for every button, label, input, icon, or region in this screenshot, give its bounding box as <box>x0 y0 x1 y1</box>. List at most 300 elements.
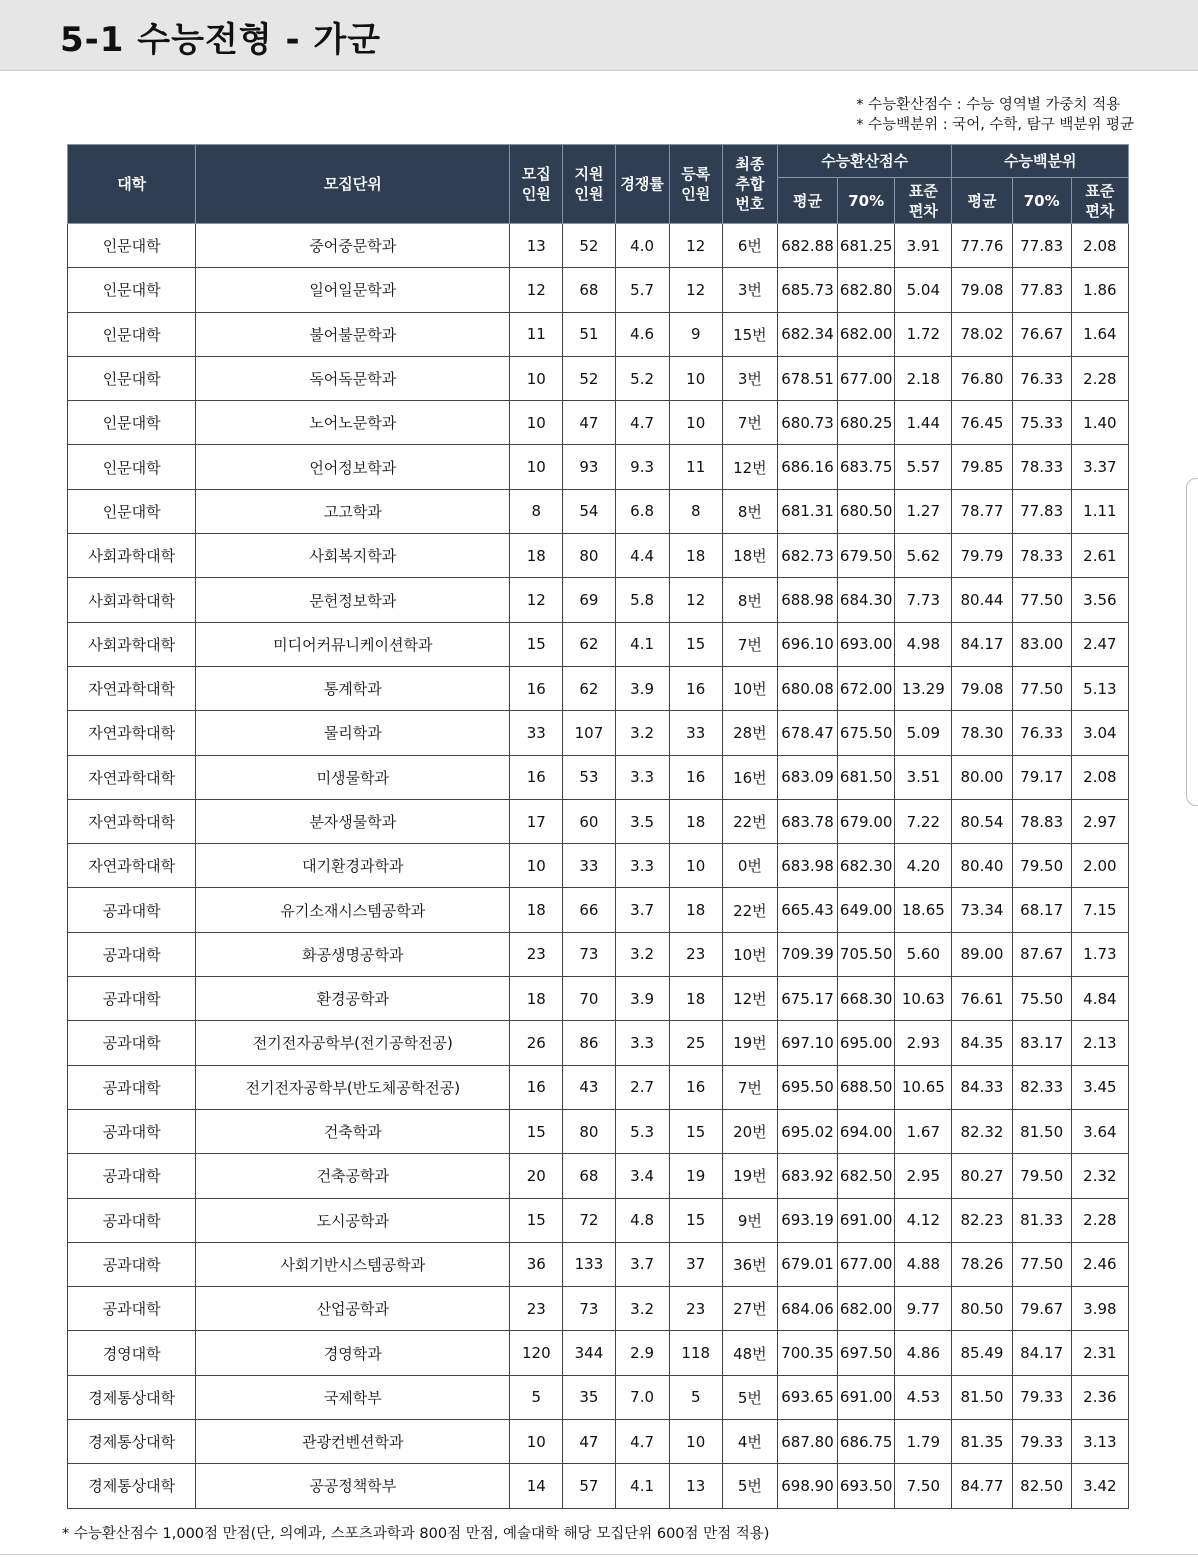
cell-univ: 공과대학 <box>68 1109 196 1153</box>
cell-conv-70: 682.30 <box>838 844 895 888</box>
cell-pct-sd: 2.46 <box>1071 1242 1128 1286</box>
cell-pct-sd: 2.32 <box>1071 1154 1128 1198</box>
cell-conv-sd: 1.44 <box>895 401 952 445</box>
cell-enroll: 18 <box>669 799 722 843</box>
cell-conv-avg: 675.17 <box>777 977 837 1021</box>
cell-ratio: 4.0 <box>615 224 669 268</box>
cell-enroll: 23 <box>669 1287 722 1331</box>
cell-recruit: 15 <box>510 1109 563 1153</box>
cell-conv-sd: 4.86 <box>895 1331 952 1375</box>
cell-pct-avg: 80.54 <box>952 799 1012 843</box>
cell-pct-70: 82.33 <box>1012 1065 1071 1109</box>
cell-ratio: 3.2 <box>615 1287 669 1331</box>
cell-conv-avg: 665.43 <box>777 888 837 932</box>
cell-enroll: 12 <box>669 224 722 268</box>
cell-conv-70: 686.75 <box>838 1420 895 1464</box>
cell-pct-70: 83.17 <box>1012 1021 1071 1065</box>
cell-pct-avg: 84.77 <box>952 1464 1012 1508</box>
cell-conv-sd: 2.18 <box>895 356 952 400</box>
cell-dept: 불어불문학과 <box>196 312 510 356</box>
cell-dept: 국제학부 <box>196 1375 510 1419</box>
cell-ratio: 4.7 <box>615 1420 669 1464</box>
cell-univ: 인문대학 <box>68 445 196 489</box>
header-row-top <box>68 145 1129 178</box>
cell-conv-avg: 700.35 <box>777 1331 837 1375</box>
cell-pct-70: 75.33 <box>1012 401 1071 445</box>
cell-pct-sd: 7.15 <box>1071 888 1128 932</box>
cell-enroll: 12 <box>669 268 722 312</box>
cell-ratio: 2.7 <box>615 1065 669 1109</box>
cell-pct-sd: 2.61 <box>1071 534 1128 578</box>
cell-final-no: 10번 <box>722 932 777 976</box>
cell-ratio: 4.1 <box>615 622 669 666</box>
table-row <box>68 1375 1129 1419</box>
cell-pct-sd: 2.47 <box>1071 622 1128 666</box>
table-row <box>68 666 1129 710</box>
cell-conv-avg: 683.92 <box>777 1154 837 1198</box>
cell-dept: 통계학과 <box>196 666 510 710</box>
table-row <box>68 445 1129 489</box>
cell-apply: 54 <box>563 489 615 533</box>
cell-recruit: 11 <box>510 312 563 356</box>
cell-dept: 대기환경과학과 <box>196 844 510 888</box>
cell-pct-70: 77.83 <box>1012 224 1071 268</box>
cell-conv-sd: 1.79 <box>895 1420 952 1464</box>
cell-recruit: 10 <box>510 1420 563 1464</box>
cell-conv-sd: 7.22 <box>895 799 952 843</box>
cell-pct-70: 76.67 <box>1012 312 1071 356</box>
table-row <box>68 622 1129 666</box>
cell-dept: 건축학과 <box>196 1109 510 1153</box>
cell-univ: 경제통상대학 <box>68 1375 196 1419</box>
cell-conv-sd: 3.51 <box>895 755 952 799</box>
cell-apply: 73 <box>563 932 615 976</box>
cell-conv-70: 683.75 <box>838 445 895 489</box>
cell-pct-70: 77.83 <box>1012 268 1071 312</box>
cell-pct-avg: 81.35 <box>952 1420 1012 1464</box>
table-row <box>68 1331 1129 1375</box>
cell-dept: 산업공학과 <box>196 1287 510 1331</box>
cell-enroll: 16 <box>669 755 722 799</box>
cell-recruit: 23 <box>510 932 563 976</box>
cell-pct-70: 79.33 <box>1012 1375 1071 1419</box>
cell-pct-70: 82.50 <box>1012 1464 1071 1508</box>
cell-conv-sd: 10.63 <box>895 977 952 1021</box>
cell-recruit: 18 <box>510 977 563 1021</box>
cell-conv-avg: 685.73 <box>777 268 837 312</box>
cell-univ: 인문대학 <box>68 268 196 312</box>
table-row <box>68 401 1129 445</box>
cell-dept: 문헌정보학과 <box>196 578 510 622</box>
table-row <box>68 755 1129 799</box>
cell-pct-70: 81.50 <box>1012 1109 1071 1153</box>
cell-conv-70: 679.00 <box>838 799 895 843</box>
cell-univ: 인문대학 <box>68 401 196 445</box>
cell-final-no: 19번 <box>722 1021 777 1065</box>
table-row <box>68 268 1129 312</box>
cell-dept: 건축공학과 <box>196 1154 510 1198</box>
admissions-table <box>67 144 1129 1509</box>
cell-conv-70: 679.50 <box>838 534 895 578</box>
cell-apply: 52 <box>563 356 615 400</box>
cell-univ: 인문대학 <box>68 224 196 268</box>
cell-univ: 인문대학 <box>68 356 196 400</box>
cell-pct-sd: 2.08 <box>1071 755 1128 799</box>
cell-ratio: 3.9 <box>615 977 669 1021</box>
cell-dept: 노어노문학과 <box>196 401 510 445</box>
cell-ratio: 5.7 <box>615 268 669 312</box>
cell-conv-avg: 693.65 <box>777 1375 837 1419</box>
table-row <box>68 534 1129 578</box>
cell-final-no: 48번 <box>722 1331 777 1375</box>
cell-final-no: 8번 <box>722 578 777 622</box>
table-row <box>68 578 1129 622</box>
cell-univ: 자연과학대학 <box>68 755 196 799</box>
cell-conv-avg: 679.01 <box>777 1242 837 1286</box>
cell-final-no: 7번 <box>722 401 777 445</box>
cell-final-no: 3번 <box>722 268 777 312</box>
cell-pct-70: 78.83 <box>1012 799 1071 843</box>
cell-ratio: 7.0 <box>615 1375 669 1419</box>
cell-conv-avg: 682.34 <box>777 312 837 356</box>
bottom-rule <box>0 1554 1198 1555</box>
cell-pct-70: 77.50 <box>1012 578 1071 622</box>
table-row <box>68 1464 1129 1508</box>
header-dept: 모집단위 <box>196 145 510 224</box>
cell-ratio: 3.3 <box>615 1021 669 1065</box>
cell-dept: 유기소재시스템공학과 <box>196 888 510 932</box>
cell-pct-70: 75.50 <box>1012 977 1071 1021</box>
cell-pct-70: 79.17 <box>1012 755 1071 799</box>
cell-pct-sd: 2.28 <box>1071 356 1128 400</box>
cell-recruit: 16 <box>510 1065 563 1109</box>
cell-conv-avg: 683.09 <box>777 755 837 799</box>
cell-conv-avg: 681.31 <box>777 489 837 533</box>
table-row <box>68 224 1129 268</box>
cell-final-no: 12번 <box>722 977 777 1021</box>
page-title: 5-1 수능전형 - 가군 <box>60 20 382 60</box>
cell-ratio: 4.8 <box>615 1198 669 1242</box>
cell-dept: 언어정보학과 <box>196 445 510 489</box>
cell-pct-70: 77.50 <box>1012 666 1071 710</box>
cell-conv-sd: 10.65 <box>895 1065 952 1109</box>
table-row <box>68 888 1129 932</box>
cell-univ: 공과대학 <box>68 977 196 1021</box>
cell-enroll: 37 <box>669 1242 722 1286</box>
note-line: * 수능백분위 : 국어, 수학, 탐구 백분위 평균 <box>856 117 1134 133</box>
cell-conv-70: 682.00 <box>838 1287 895 1331</box>
cell-pct-70: 79.33 <box>1012 1420 1071 1464</box>
cell-apply: 60 <box>563 799 615 843</box>
header-recruit: 모집 인원 <box>510 145 563 224</box>
cell-final-no: 12번 <box>722 445 777 489</box>
cell-univ: 공과대학 <box>68 932 196 976</box>
cell-pct-70: 77.83 <box>1012 489 1071 533</box>
cell-recruit: 12 <box>510 578 563 622</box>
cell-conv-sd: 1.67 <box>895 1109 952 1153</box>
cell-conv-sd: 7.73 <box>895 578 952 622</box>
cell-dept: 전기전자공학부(전기공학전공) <box>196 1021 510 1065</box>
cell-conv-sd: 18.65 <box>895 888 952 932</box>
cell-final-no: 6번 <box>722 224 777 268</box>
cell-ratio: 3.2 <box>615 932 669 976</box>
header-apply: 지원 인원 <box>563 145 615 224</box>
cell-pct-avg: 82.32 <box>952 1109 1012 1153</box>
cell-conv-70: 649.00 <box>838 888 895 932</box>
cell-recruit: 8 <box>510 489 563 533</box>
cell-enroll: 9 <box>669 312 722 356</box>
cell-final-no: 7번 <box>722 1065 777 1109</box>
cell-conv-avg: 695.02 <box>777 1109 837 1153</box>
cell-univ: 경제통상대학 <box>68 1420 196 1464</box>
cell-apply: 51 <box>563 312 615 356</box>
cell-univ: 자연과학대학 <box>68 666 196 710</box>
cell-enroll: 8 <box>669 489 722 533</box>
cell-conv-70: 694.00 <box>838 1109 895 1153</box>
cell-pct-70: 79.67 <box>1012 1287 1071 1331</box>
cell-pct-70: 78.33 <box>1012 445 1071 489</box>
cell-recruit: 18 <box>510 888 563 932</box>
cell-final-no: 7번 <box>722 622 777 666</box>
cell-conv-avg: 678.47 <box>777 711 837 755</box>
cell-conv-sd: 1.72 <box>895 312 952 356</box>
cell-conv-avg: 688.98 <box>777 578 837 622</box>
header-percentile-avg: 평균 <box>952 178 1012 224</box>
cell-enroll: 10 <box>669 401 722 445</box>
table-row <box>68 1021 1129 1065</box>
header-enroll: 등록 인원 <box>669 145 722 224</box>
cell-univ: 공과대학 <box>68 1065 196 1109</box>
cell-apply: 57 <box>563 1464 615 1508</box>
cell-pct-sd: 2.36 <box>1071 1375 1128 1419</box>
cell-enroll: 33 <box>669 711 722 755</box>
cell-ratio: 2.9 <box>615 1331 669 1375</box>
cell-apply: 72 <box>563 1198 615 1242</box>
cell-pct-avg: 84.33 <box>952 1065 1012 1109</box>
cell-apply: 52 <box>563 224 615 268</box>
table-row <box>68 711 1129 755</box>
cell-conv-sd: 4.12 <box>895 1198 952 1242</box>
cell-dept: 사회복지학과 <box>196 534 510 578</box>
cell-univ: 공과대학 <box>68 1021 196 1065</box>
cell-dept: 독어독문학과 <box>196 356 510 400</box>
cell-enroll: 16 <box>669 666 722 710</box>
cell-conv-avg: 687.80 <box>777 1420 837 1464</box>
cell-pct-avg: 84.17 <box>952 622 1012 666</box>
cell-pct-sd: 1.40 <box>1071 401 1128 445</box>
notes <box>856 95 1134 135</box>
cell-conv-70: 682.00 <box>838 312 895 356</box>
cell-conv-sd: 4.20 <box>895 844 952 888</box>
cell-conv-sd: 5.62 <box>895 534 952 578</box>
cell-apply: 53 <box>563 755 615 799</box>
cell-ratio: 4.7 <box>615 401 669 445</box>
cell-conv-70: 691.00 <box>838 1198 895 1242</box>
cell-pct-avg: 82.23 <box>952 1198 1012 1242</box>
cell-pct-sd: 3.37 <box>1071 445 1128 489</box>
cell-pct-sd: 3.04 <box>1071 711 1128 755</box>
cell-conv-sd: 5.09 <box>895 711 952 755</box>
cell-conv-70: 705.50 <box>838 932 895 976</box>
cell-pct-sd: 2.08 <box>1071 224 1128 268</box>
cell-apply: 80 <box>563 534 615 578</box>
table-row <box>68 799 1129 843</box>
cell-enroll: 15 <box>669 622 722 666</box>
cell-apply: 66 <box>563 888 615 932</box>
cell-conv-70: 691.00 <box>838 1375 895 1419</box>
cell-pct-avg: 78.77 <box>952 489 1012 533</box>
table-row <box>68 312 1129 356</box>
cell-conv-avg: 697.10 <box>777 1021 837 1065</box>
cell-ratio: 3.2 <box>615 711 669 755</box>
cell-univ: 인문대학 <box>68 489 196 533</box>
cell-pct-avg: 76.80 <box>952 356 1012 400</box>
cell-pct-avg: 76.61 <box>952 977 1012 1021</box>
cell-apply: 62 <box>563 622 615 666</box>
cell-apply: 86 <box>563 1021 615 1065</box>
cell-recruit: 18 <box>510 534 563 578</box>
cell-conv-sd: 4.98 <box>895 622 952 666</box>
cell-ratio: 5.2 <box>615 356 669 400</box>
cell-conv-70: 697.50 <box>838 1331 895 1375</box>
cell-univ: 공과대학 <box>68 888 196 932</box>
table-row <box>68 356 1129 400</box>
cell-enroll: 12 <box>669 578 722 622</box>
cell-enroll: 13 <box>669 1464 722 1508</box>
cell-enroll: 10 <box>669 356 722 400</box>
cell-recruit: 14 <box>510 1464 563 1508</box>
cell-recruit: 16 <box>510 666 563 710</box>
cell-univ: 사회과학대학 <box>68 578 196 622</box>
cell-final-no: 3번 <box>722 356 777 400</box>
cell-ratio: 3.5 <box>615 799 669 843</box>
cell-pct-avg: 80.00 <box>952 755 1012 799</box>
cell-dept: 사회기반시스템공학과 <box>196 1242 510 1286</box>
cell-ratio: 5.8 <box>615 578 669 622</box>
cell-pct-avg: 84.35 <box>952 1021 1012 1065</box>
table-row <box>68 932 1129 976</box>
cell-apply: 344 <box>563 1331 615 1375</box>
cell-pct-avg: 80.40 <box>952 844 1012 888</box>
cell-enroll: 23 <box>669 932 722 976</box>
cell-pct-sd: 1.11 <box>1071 489 1128 533</box>
cell-apply: 68 <box>563 1154 615 1198</box>
cell-pct-70: 76.33 <box>1012 356 1071 400</box>
cell-ratio: 3.7 <box>615 888 669 932</box>
cell-apply: 47 <box>563 401 615 445</box>
cell-ratio: 6.8 <box>615 489 669 533</box>
cell-conv-70: 672.00 <box>838 666 895 710</box>
cell-recruit: 20 <box>510 1154 563 1198</box>
table-row <box>68 1109 1129 1153</box>
cell-final-no: 28번 <box>722 711 777 755</box>
cell-conv-avg: 678.51 <box>777 356 837 400</box>
header-percentile-sd: 표준 편차 <box>1071 178 1128 224</box>
cell-univ: 사회과학대학 <box>68 534 196 578</box>
cell-recruit: 16 <box>510 755 563 799</box>
cell-apply: 43 <box>563 1065 615 1109</box>
cell-conv-sd: 2.95 <box>895 1154 952 1198</box>
cell-conv-avg: 683.78 <box>777 799 837 843</box>
cell-ratio: 3.3 <box>615 844 669 888</box>
cell-apply: 93 <box>563 445 615 489</box>
cell-pct-70: 68.17 <box>1012 888 1071 932</box>
cell-pct-avg: 77.76 <box>952 224 1012 268</box>
cell-conv-avg: 680.08 <box>777 666 837 710</box>
cell-conv-70: 693.00 <box>838 622 895 666</box>
cell-final-no: 5번 <box>722 1375 777 1419</box>
table-row <box>68 1287 1129 1331</box>
cell-pct-avg: 89.00 <box>952 932 1012 976</box>
cell-enroll: 18 <box>669 534 722 578</box>
cell-dept: 경영학과 <box>196 1331 510 1375</box>
cell-pct-sd: 1.86 <box>1071 268 1128 312</box>
cell-enroll: 19 <box>669 1154 722 1198</box>
cell-enroll: 16 <box>669 1065 722 1109</box>
cell-conv-avg: 684.06 <box>777 1287 837 1331</box>
cell-conv-avg: 709.39 <box>777 932 837 976</box>
cell-conv-avg: 683.98 <box>777 844 837 888</box>
cell-univ: 경영대학 <box>68 1331 196 1375</box>
cell-pct-sd: 3.42 <box>1071 1464 1128 1508</box>
cell-pct-avg: 78.26 <box>952 1242 1012 1286</box>
cell-final-no: 19번 <box>722 1154 777 1198</box>
cell-conv-sd: 4.88 <box>895 1242 952 1286</box>
cell-conv-avg: 682.73 <box>777 534 837 578</box>
side-scroll-handle[interactable] <box>1186 478 1198 806</box>
cell-pct-avg: 78.30 <box>952 711 1012 755</box>
cell-conv-70: 688.50 <box>838 1065 895 1109</box>
cell-recruit: 23 <box>510 1287 563 1331</box>
cell-conv-70: 677.00 <box>838 1242 895 1286</box>
cell-pct-sd: 3.13 <box>1071 1420 1128 1464</box>
cell-pct-sd: 2.28 <box>1071 1198 1128 1242</box>
cell-pct-avg: 76.45 <box>952 401 1012 445</box>
table-body <box>68 224 1129 1509</box>
cell-univ: 공과대학 <box>68 1287 196 1331</box>
cell-dept: 공공정책학부 <box>196 1464 510 1508</box>
cell-enroll: 10 <box>669 844 722 888</box>
cell-dept: 물리학과 <box>196 711 510 755</box>
header-ratio: 경쟁률 <box>615 145 669 224</box>
cell-pct-avg: 81.50 <box>952 1375 1012 1419</box>
cell-apply: 68 <box>563 268 615 312</box>
cell-conv-70: 693.50 <box>838 1464 895 1508</box>
cell-conv-70: 682.50 <box>838 1154 895 1198</box>
cell-enroll: 18 <box>669 977 722 1021</box>
cell-final-no: 22번 <box>722 799 777 843</box>
cell-final-no: 16번 <box>722 755 777 799</box>
header-percentile-70: 70% <box>1012 178 1071 224</box>
cell-enroll: 25 <box>669 1021 722 1065</box>
cell-ratio: 4.1 <box>615 1464 669 1508</box>
header-univ: 대학 <box>68 145 196 224</box>
cell-pct-70: 79.50 <box>1012 1154 1071 1198</box>
cell-conv-70: 680.25 <box>838 401 895 445</box>
cell-recruit: 17 <box>510 799 563 843</box>
cell-conv-sd: 9.77 <box>895 1287 952 1331</box>
cell-pct-70: 79.50 <box>1012 844 1071 888</box>
cell-conv-70: 682.80 <box>838 268 895 312</box>
cell-enroll: 18 <box>669 888 722 932</box>
cell-enroll: 118 <box>669 1331 722 1375</box>
cell-pct-sd: 1.73 <box>1071 932 1128 976</box>
cell-univ: 자연과학대학 <box>68 799 196 843</box>
cell-ratio: 3.4 <box>615 1154 669 1198</box>
cell-conv-sd: 3.91 <box>895 224 952 268</box>
cell-conv-70: 680.50 <box>838 489 895 533</box>
cell-pct-70: 76.33 <box>1012 711 1071 755</box>
